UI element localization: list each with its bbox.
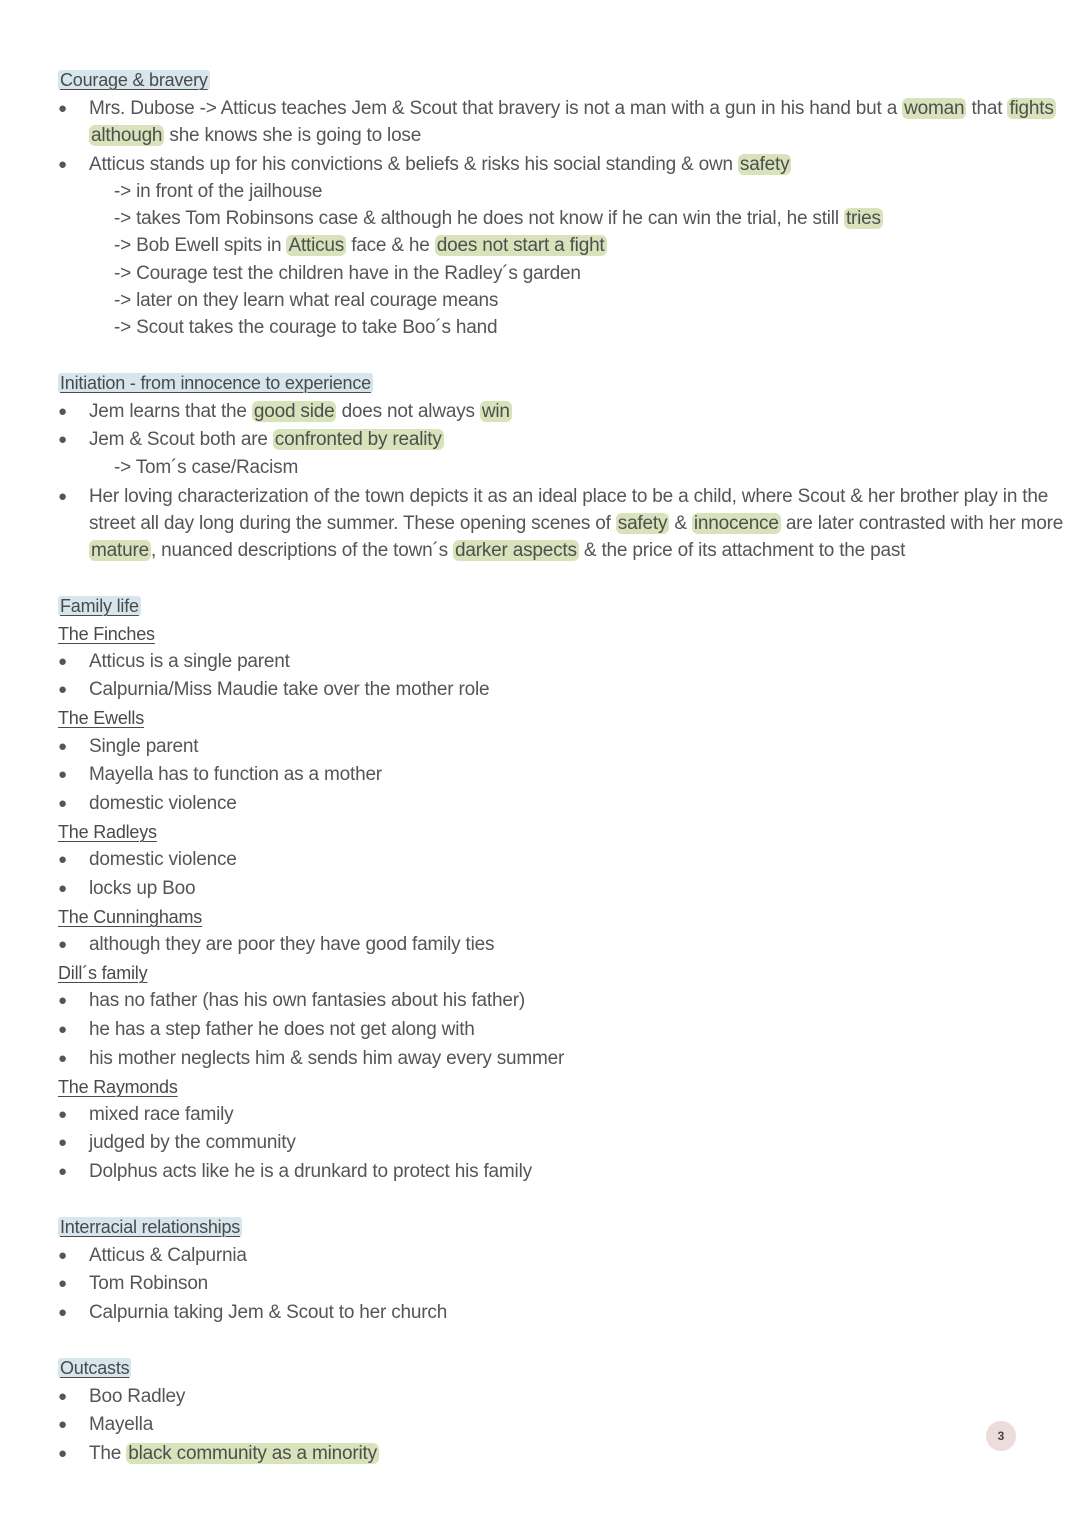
heading-initiation: Initiation - from innocence to experience bbox=[60, 373, 371, 393]
arrow-item: -> takes Tom Robinsons case & although he does not know if he can win the trial, he still tries bbox=[114, 208, 881, 229]
bullet-icon: ● bbox=[58, 1275, 67, 1292]
bullet-icon: ● bbox=[58, 1106, 67, 1123]
bullet-icon: ● bbox=[58, 880, 67, 897]
bullet-icon: ● bbox=[58, 1388, 67, 1405]
subheading-raymonds: The Raymonds bbox=[58, 1077, 178, 1097]
subheading-ewells: The Ewells bbox=[58, 708, 145, 728]
bullet-icon: ● bbox=[58, 936, 67, 953]
bullet-icon: ● bbox=[58, 851, 67, 868]
bullet-icon: ● bbox=[58, 992, 67, 1009]
document-page: Courage & bravery ● Mrs. Dubose -> Atticus teaches Jem & Scout that bravery is not a man with a gun in his hand but a woman that fights although she knows she is going to lose ● Atticus stands up for his convictions & beliefs & risks his social standing & own safety -> in front of the jailhouse -> takes Tom Robinsons case & although he does not know if he can win the trial, he still tries -> Bob Ewell spits in Atticus face & he does not start a fight -> Courage test the children have in the Radley´s garden -> later on they learn what real courage means -> Scout takes the courage to take Boo´s hand Initiation - from innocence to experience ● Jem learns that the good side does not always win ● Jem & Scout both are confronted by reality -> Tom´s case/Racism ● Her loving characterization of the town depicts it as an ideal place to be a child, where Scout & her brother play in the street all day long during the summer. These opening scenes of safety & innocence are later contrasted with her more mature , nuanced descriptions of the town´s darker aspects & the price of its attachment to the past Family life The Finches ● Atticus is a single parent ● Calpurnia/Miss Maudie take over the mother role The Ewells ● Single parent ● Mayella has to function as a mother ● domestic violence The Radleys ● domestic violence ● locks up Boo The Cunninghams ● although they are poor they have good family ties Dill´s family ● has no father (has his own fantasies about his father) ● he has a step father he does not get along with ● his mother neglects him & sends him away every summer The Raymonds ● mixed race family ● judged by the community ● Dolphus acts like he is a drunkard to protect his family Interracial relationships ● Atticus & Calpurnia ● Tom Robinson ● Calpurnia taking Jem & Scout to her church Outcasts ● Boo Radley ● Mayella ● The black community as a minority 3 bbox=[58, 70, 1064, 1464]
subheading-finches: The Finches bbox=[58, 624, 155, 644]
heading-interracial: Interracial relationships bbox=[60, 1217, 241, 1237]
bullet-continuation: mature , nuanced descriptions of the town´s darker aspects & the price of its attachment to the past bbox=[91, 540, 906, 561]
bullet-icon: ● bbox=[58, 403, 67, 420]
bullet-icon: ● bbox=[58, 100, 67, 117]
bullet-icon: ● bbox=[58, 1163, 67, 1180]
subheading-radleys: The Radleys bbox=[58, 822, 157, 842]
bullet-icon: ● bbox=[58, 1021, 67, 1038]
bullet-icon: ● bbox=[58, 156, 67, 173]
bullet-icon: ● bbox=[58, 1445, 67, 1462]
bullet-icon: ● bbox=[58, 488, 67, 505]
arrow-item: -> Scout takes the courage to take Boo´s hand bbox=[114, 317, 498, 338]
page-number-badge: 3 bbox=[986, 1421, 1016, 1451]
bullet-icon: ● bbox=[58, 1134, 67, 1151]
arrow-item: -> Courage test the children have in the Radley´s garden bbox=[114, 263, 581, 284]
bullet-icon: ● bbox=[58, 653, 67, 670]
heading-courage: Courage & bravery bbox=[60, 70, 208, 90]
bullet-icon: ● bbox=[58, 1304, 67, 1321]
bullet-icon: ● bbox=[58, 681, 67, 698]
bullet-icon: ● bbox=[58, 766, 67, 783]
bullet-continuation: although she knows she is going to lose bbox=[91, 125, 422, 146]
arrow-item: -> Tom´s case/Racism bbox=[114, 457, 299, 478]
subheading-dill: Dill´s family bbox=[58, 963, 148, 983]
arrow-item: -> Bob Ewell spits in Atticus face & he does not start a fight bbox=[114, 235, 605, 256]
bullet-icon: ● bbox=[58, 431, 67, 448]
heading-outcasts: Outcasts bbox=[60, 1358, 130, 1378]
arrow-item: -> in front of the jailhouse bbox=[114, 181, 323, 202]
bullet-icon: ● bbox=[58, 738, 67, 755]
arrow-item: -> later on they learn what real courage means bbox=[114, 290, 499, 311]
bullet-icon: ● bbox=[58, 1050, 67, 1067]
bullet-continuation: street all day long during the summer. These opening scenes of safety & innocence are later contrasted with her more bbox=[89, 513, 1064, 534]
bullet-icon: ● bbox=[58, 795, 67, 812]
subheading-cunninghams: The Cunninghams bbox=[58, 907, 203, 927]
bullet-icon: ● bbox=[58, 1247, 67, 1264]
heading-family: Family life bbox=[60, 596, 139, 616]
bullet-icon: ● bbox=[58, 1416, 67, 1433]
